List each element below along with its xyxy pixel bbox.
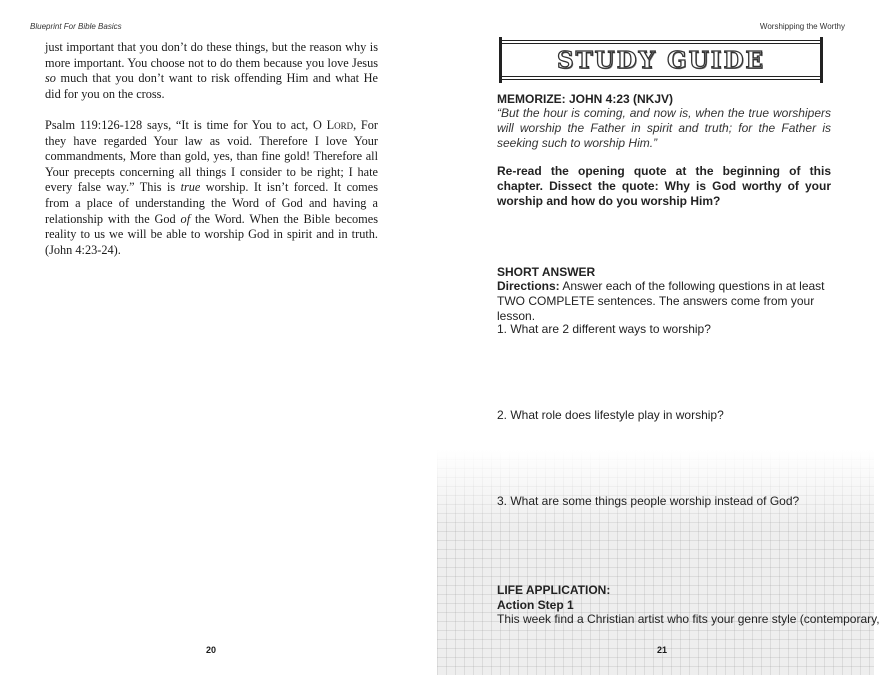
page-number-right: 21 xyxy=(657,645,668,655)
question-2: 2. What role does lifestyle play in worship? xyxy=(497,408,724,422)
study-guide-banner xyxy=(499,40,823,80)
body-paragraph-2: Psalm 119:126-128 says, “It is time for You to act, O Lord, For they have regarded Your law as void. Therefore I love Your commandments, More than gold, yes, than fine gold! Therefore all Your precepts concerning all things I consider to be right; I hate every false way.” This is true worship. It isn’t forced. It comes from a place of understanding the Word of God and having a relationship with the God of the Word. When the Bible becomes reality to us we will be able to worship God in spirit and in truth. (John 4:23-24). xyxy=(45,118,378,257)
reread-prompt: Re-read the opening quote at the beginning of this chapter. Dissect the quote: Why is God worthy of your worship and how do you worship Him? xyxy=(497,164,831,208)
left-page xyxy=(0,0,437,675)
running-head-left: Blueprint For Bible Basics xyxy=(30,22,122,31)
question-1: 1. What are 2 different ways to worship? xyxy=(497,322,711,336)
life-application-heading: LIFE APPLICATION: xyxy=(497,583,611,597)
study-guide-title: STUDY GUIDE xyxy=(556,47,766,74)
action-step-heading: Action Step 1 xyxy=(497,598,574,612)
page-number-left: 20 xyxy=(206,645,217,655)
right-page xyxy=(437,0,880,675)
grid-background xyxy=(437,450,880,675)
running-head-right: Worshipping the Worthy xyxy=(759,22,845,31)
body-paragraph-1: just important that you don’t do these things, but the reason why is more important. You choose not to do them because you love Jesus so much that you don’t want to risk offending Him and what He did for you on the cross. xyxy=(45,40,378,101)
short-answer-heading: SHORT ANSWER xyxy=(497,265,596,279)
question-3: 3. What are some things people worship instead of God? xyxy=(497,494,800,508)
memorize-quote: “But the hour is coming, and now is, when the true worshipers will worship the Father in spirit and truth; for the Father is seeking such to worship Him.” xyxy=(497,106,831,150)
directions: Directions: Answer each of the following questions in at least TWO COMPLETE sentences. The answers come from your lesson. xyxy=(497,279,825,323)
memorize-heading: MEMORIZE: JOHN 4:23 (NKJV) xyxy=(497,92,674,106)
action-step-text: This week find a Christian artist who fits your genre style (contemporary, xyxy=(497,612,880,626)
